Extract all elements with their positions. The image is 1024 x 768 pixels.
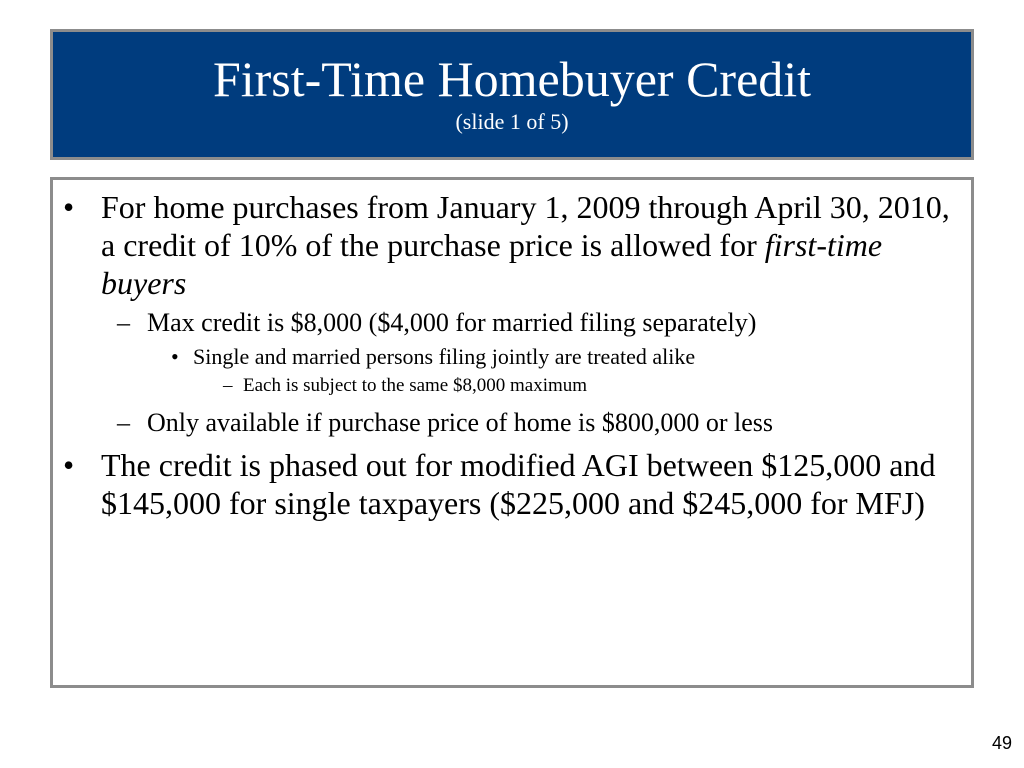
bullet-marker: • <box>171 344 179 369</box>
content-panel <box>50 177 974 688</box>
bullet-text: The credit is phased out for modified AGI between $125,000 and $145,000 for single taxpayers ($225,000 and $245,000 for MFJ) <box>101 447 936 521</box>
bullet-item-phase-out <box>53 446 951 522</box>
slide-subtitle: (slide 1 of 5) <box>455 109 569 134</box>
bullet-list <box>53 180 971 522</box>
level4-item-same-maximum <box>53 372 951 400</box>
subbullet-text: Only available if purchase price of home is $800,000 or less <box>147 408 773 437</box>
level4-text: Each is subject to the same $8,000 maximum <box>243 375 588 396</box>
bullet-marker: • <box>63 447 75 483</box>
dash-marker: – <box>223 375 233 396</box>
bullet-item-home-purchases <box>53 188 951 302</box>
bullet-text: For home purchases from January 1, 2009 through April 30, 2010, a credit of 10% of the purchase price is allowed for <box>101 189 950 263</box>
subbullet-text: Max credit is $8,000 ($4,000 for married filing separately) <box>147 308 757 337</box>
dash-marker: – <box>117 408 130 437</box>
subsubbullet-text: Single and married persons filing jointly are treated alike <box>193 344 696 369</box>
subbullet-item-price-limit <box>53 406 951 440</box>
dash-marker: – <box>117 308 130 337</box>
slide-title: First-Time Homebuyer Credit <box>212 51 812 107</box>
title-banner <box>50 29 974 160</box>
bullet-emphasis: first-time buyers <box>101 227 883 301</box>
page-number: 49 <box>991 733 1012 753</box>
subsubbullet-item-treated-alike <box>53 342 951 372</box>
subbullet-item-max-credit <box>53 306 951 340</box>
bullet-marker: • <box>63 189 75 225</box>
